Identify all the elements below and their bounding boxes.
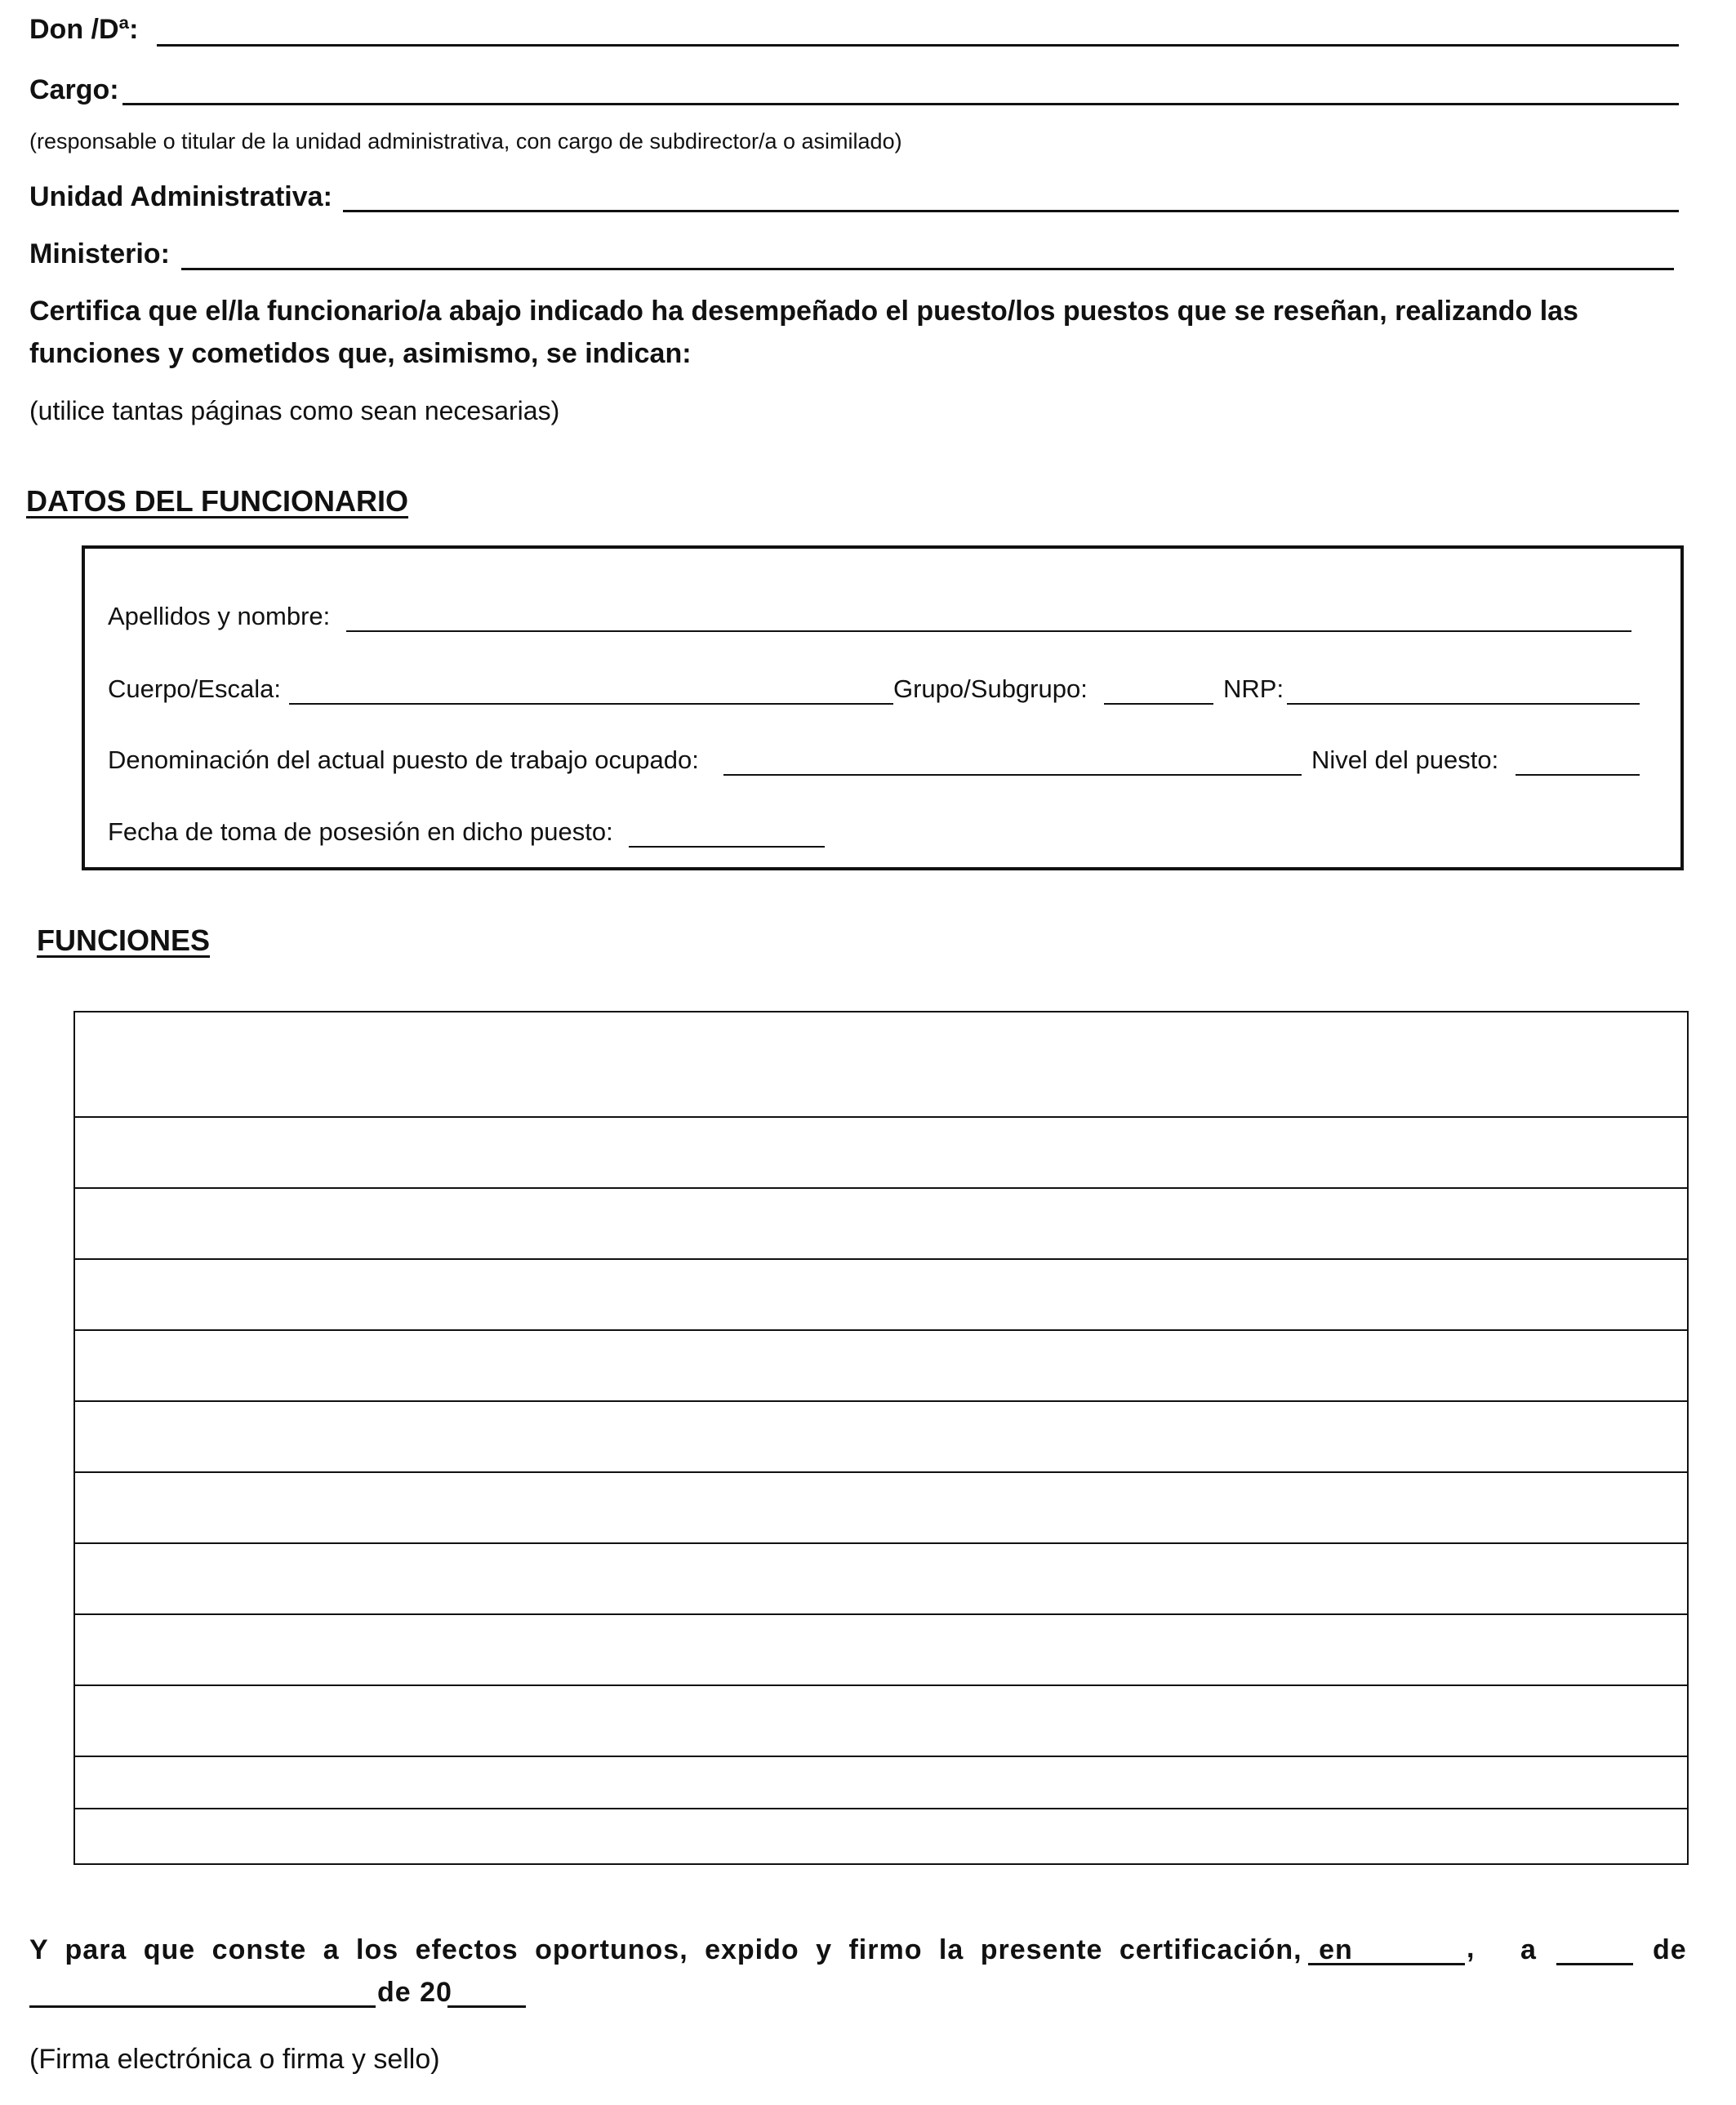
closing-day-line[interactable] [1556, 1963, 1633, 1965]
pages-note: (utilice tantas páginas como sean necesarias) [29, 396, 560, 425]
funciones-row[interactable] [75, 1544, 1687, 1615]
closing-year-line[interactable] [447, 2005, 526, 2008]
nivel-label: Nivel del puesto: [1311, 745, 1499, 774]
unidad-input-line[interactable] [343, 210, 1679, 212]
don-input-line[interactable] [157, 44, 1679, 47]
funciones-row[interactable] [75, 1809, 1687, 1862]
nivel-input-line[interactable] [1516, 774, 1640, 776]
fecha-input-line[interactable] [629, 846, 825, 848]
funciones-table [73, 1011, 1689, 1865]
denominacion-input-line[interactable] [723, 774, 1302, 776]
datos-box [82, 545, 1684, 870]
cargo-note: (responsable o titular de la unidad administrativa, con cargo de subdirector/a o asimilado) [29, 129, 902, 154]
funciones-row[interactable] [75, 1757, 1687, 1809]
funciones-row[interactable] [75, 1012, 1687, 1118]
funciones-row[interactable] [75, 1189, 1687, 1260]
grupo-input-line[interactable] [1104, 703, 1213, 705]
funciones-row[interactable] [75, 1473, 1687, 1544]
closing-de20-label: de 20 [377, 1977, 452, 2008]
closing-place-line[interactable] [1308, 1963, 1465, 1965]
fecha-label: Fecha de toma de posesión en dicho puesto: [108, 817, 613, 846]
denominacion-label: Denominación del actual puesto de trabajo ocupado: [108, 745, 699, 774]
cuerpo-label: Cuerpo/Escala: [108, 674, 281, 703]
closing-de-label: de [1653, 1934, 1687, 1965]
nrp-label: NRP: [1223, 674, 1284, 703]
ministerio-input-line[interactable] [181, 268, 1674, 270]
datos-section-title: DATOS DEL FUNCIONARIO [26, 484, 409, 518]
cargo-label: Cargo: [29, 74, 119, 105]
funciones-row[interactable] [75, 1118, 1687, 1189]
certifica-line-1: Certifica que el/la funcionario/a abajo indicado ha desempeñado el puesto/los puestos que se reseñan, realizando las [29, 296, 1578, 327]
funciones-row[interactable] [75, 1260, 1687, 1331]
funciones-row[interactable] [75, 1615, 1687, 1686]
cuerpo-input-line[interactable] [289, 703, 893, 705]
don-label: Don /Dª: [29, 14, 139, 45]
cargo-input-line[interactable] [122, 103, 1679, 105]
closing-month-line[interactable] [29, 2005, 376, 2008]
signature-note: (Firma electrónica o firma y sello) [29, 2044, 440, 2075]
closing-text: Y para que conste a los efectos oportunos, expido y firmo la presente certificación, en [29, 1934, 1353, 1965]
funciones-row[interactable] [75, 1331, 1687, 1402]
unidad-label: Unidad Administrativa: [29, 181, 332, 212]
funciones-row[interactable] [75, 1402, 1687, 1473]
grupo-label: Grupo/Subgrupo: [893, 674, 1088, 703]
funciones-row[interactable] [75, 1686, 1687, 1757]
apellidos-input-line[interactable] [346, 630, 1631, 632]
funciones-section-title: FUNCIONES [37, 923, 211, 957]
apellidos-label: Apellidos y nombre: [108, 602, 331, 630]
nrp-input-line[interactable] [1287, 703, 1640, 705]
closing-a-label: a [1520, 1934, 1537, 1965]
ministerio-label: Ministerio: [29, 238, 170, 269]
certifica-line-2: funciones y cometidos que, asimismo, se indican: [29, 338, 692, 369]
